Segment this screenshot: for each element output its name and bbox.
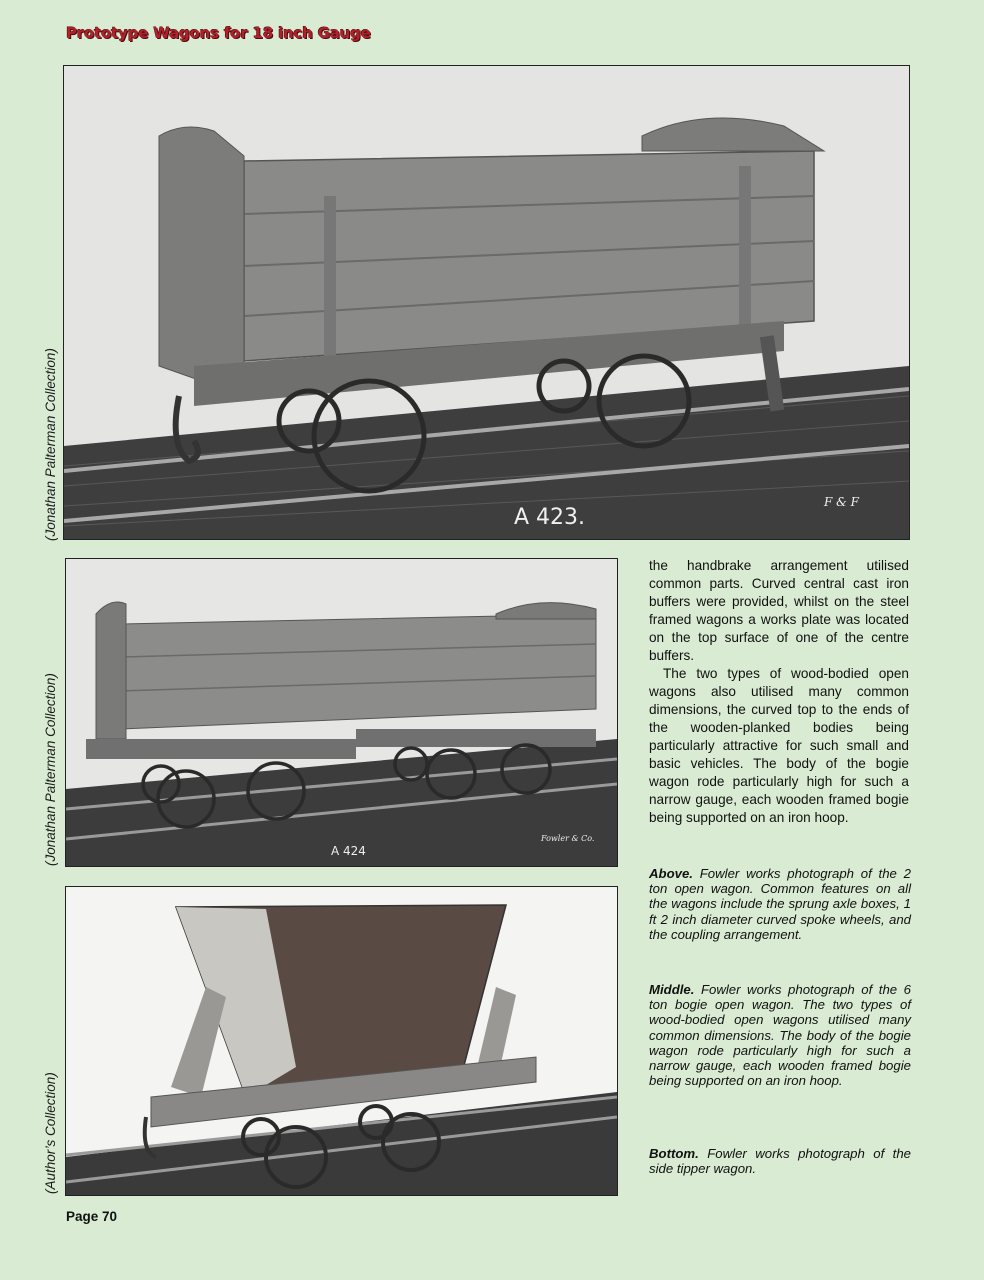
caption-bottom-label: Bottom. bbox=[649, 1146, 699, 1161]
caption-above-text: Fowler works photograph of the 2 ton open wagon. Common features on all the wagons include the sprung axle boxes, 1 ft 2 inch diameter curved spoke wheels, and the coupling arrangement. bbox=[649, 866, 911, 942]
photo-top-plate-number: A 423. bbox=[514, 505, 586, 530]
photo-top-open-wagon bbox=[63, 65, 910, 540]
caption-middle-text: Fowler works photograph of the 6 ton bogie open wagon. The two types of wood-bodied open wagons utilised many common dimensions. The body of the bogie wagon rode particularly high for such a narrow gauge, each wooden framed bogie being supported on an iron hoop. bbox=[649, 982, 911, 1089]
body-paragraph-2: The two types of wood-bodied open wagons also utilised many common dimensions, the curved top to the ends of the wooden-planked bodies being particularly attractive for such small and basic vehicles. The body of the bogie wagon rode particularly high for such a narrow gauge, each wooden framed bogie being supported on an iron hoop. bbox=[649, 666, 909, 825]
photo-bottom-credit: (Author’s Collection) bbox=[43, 1072, 58, 1194]
caption-middle-label: Middle. bbox=[649, 982, 695, 997]
body-paragraph-1: the handbrake arrangement utilised common parts. Curved central cast iron buffers were provided, whilst on the steel framed wagons a works plate was located on the top surface of one of the centre buffers. bbox=[649, 558, 909, 663]
photo-top-maker-mark: F & F bbox=[824, 495, 859, 509]
caption-bottom-text: Fowler works photograph of the side tipper wagon. bbox=[649, 1146, 911, 1177]
photo-bottom-tipper-wagon bbox=[65, 886, 618, 1196]
photo-top-credit: (Jonathan Palterman Collection) bbox=[43, 348, 58, 541]
bogie-wagon-illustration bbox=[66, 559, 617, 866]
caption-bottom bbox=[649, 1146, 911, 1176]
body-text bbox=[649, 557, 909, 827]
photo-middle-credit: (Jonathan Palterman Collection) bbox=[43, 673, 58, 866]
open-wagon-illustration bbox=[64, 66, 909, 539]
caption-middle bbox=[649, 982, 911, 1088]
page-number: Page 70 bbox=[66, 1209, 118, 1224]
running-header-title: Prototype Wagons for 18 inch Gauge bbox=[66, 24, 371, 42]
photo-middle-maker-mark: Fowler & Co. bbox=[541, 834, 595, 843]
tipper-wagon-illustration bbox=[66, 887, 617, 1195]
photo-middle-bogie-wagon bbox=[65, 558, 618, 867]
caption-above bbox=[649, 866, 911, 942]
caption-above-label: Above. bbox=[649, 866, 693, 881]
photo-middle-plate-number: A 424 bbox=[331, 844, 366, 858]
